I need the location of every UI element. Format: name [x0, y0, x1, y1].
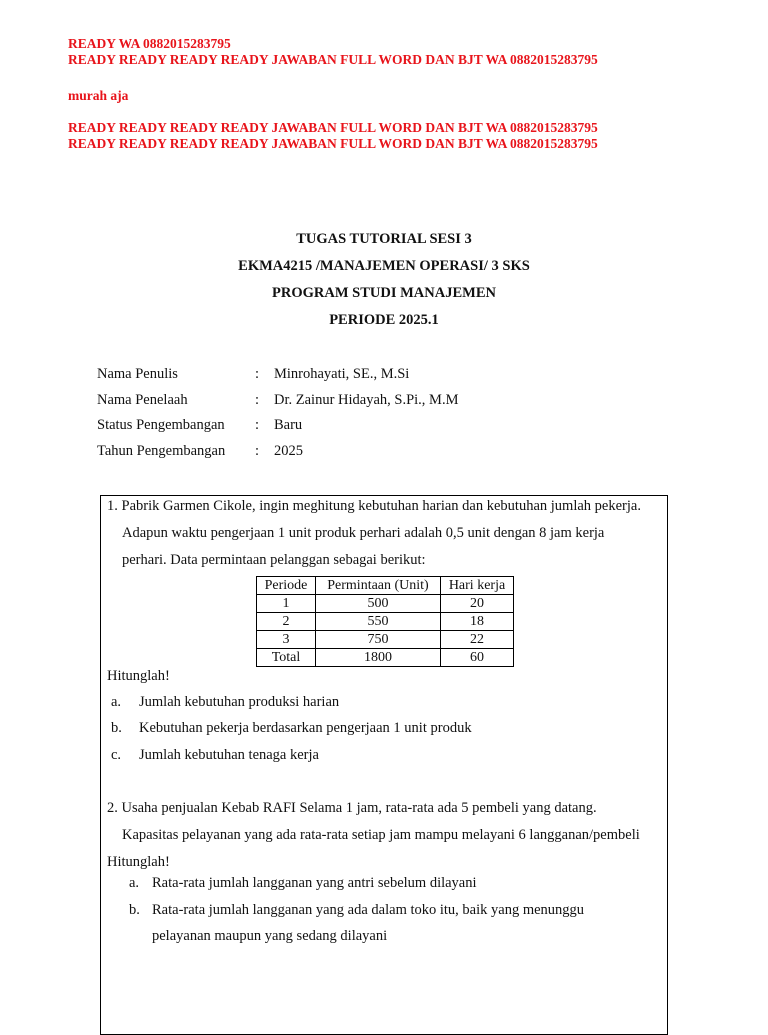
list-item-label: b. [111, 720, 122, 736]
table-header-cell: Periode [257, 577, 316, 595]
promo-line: READY READY READY READY JAWABAN FULL WORD DAN BJT WA 0882015283795 [68, 136, 598, 151]
list-item-text: Jumlah kebutuhan tenaga kerja [139, 747, 319, 763]
list-item-label: a. [111, 694, 122, 710]
question-box [100, 495, 668, 1035]
list-item-continuation: pelayanan maupun yang sedang dilayani [152, 928, 388, 944]
list-item-label: b. [129, 902, 140, 918]
table-cell: 3 [257, 631, 316, 649]
table-row [257, 595, 514, 613]
promo-text-block [68, 36, 598, 152]
metadata-row [97, 443, 458, 469]
table-row [257, 631, 514, 649]
promo-line: murah aja [68, 88, 129, 103]
list-item [129, 902, 584, 919]
list-item-label: a. [129, 875, 140, 891]
metadata-separator: : [255, 391, 260, 408]
metadata-value: 2025 [274, 442, 303, 459]
table-cell: 2 [257, 613, 316, 631]
table-cell: 550 [316, 613, 441, 631]
table-header-cell: Permintaan (Unit) [316, 577, 441, 595]
list-item-text: Rata-rata jumlah langganan yang ada dalam toko itu, baik yang menunggu [152, 902, 585, 918]
table-cell: 22 [441, 631, 514, 649]
question-2-line: 2. Usaha penjualan Kebab RAFI Selama 1 jam, rata-rata ada 5 pembeli yang datang. [107, 800, 597, 816]
question-1-line: Adapun waktu pengerjaan 1 unit produk perhari adalah 0,5 unit dengan 8 jam kerja [122, 525, 605, 541]
table-cell: 750 [316, 631, 441, 649]
metadata-row [97, 392, 458, 418]
table-cell: 18 [441, 613, 514, 631]
list-item [129, 875, 477, 892]
promo-line: READY READY READY READY JAWABAN FULL WORD DAN BJT WA 0882015283795 [68, 120, 598, 135]
period-title: PERIODE 2025.1 [329, 312, 439, 328]
metadata-row [97, 417, 458, 443]
table-cell: 1800 [316, 649, 441, 667]
metadata-separator: : [255, 442, 260, 459]
table-cell: Total [257, 649, 316, 667]
table-row [257, 613, 514, 631]
metadata-value: Baru [274, 417, 303, 433]
metadata-key: Nama Penulis [97, 366, 178, 382]
question-1-line: perhari. Data permintaan pelanggan sebagai berikut: [122, 552, 426, 568]
list-item [111, 747, 319, 764]
table-total-row [257, 649, 514, 667]
table-cell: 20 [441, 595, 514, 613]
question-1-line: 1. Pabrik Garmen Cikole, ingin meghitung kebutuhan harian dan kebutuhan jumlah pekerja. [107, 498, 641, 514]
promo-line: READY WA 0882015283795 [68, 36, 231, 51]
table-header-row [257, 577, 514, 595]
metadata-key: Nama Penelaah [97, 391, 188, 408]
table-cell: 500 [316, 595, 441, 613]
table-cell: 1 [257, 595, 316, 613]
question-2-prompt: Hitunglah! [107, 854, 170, 870]
metadata-value: Minrohayati, SE., M.Si [274, 366, 410, 382]
demand-table [256, 576, 514, 667]
table-cell: 60 [441, 649, 514, 667]
metadata-row [97, 366, 458, 392]
list-item [111, 720, 472, 737]
metadata-key: Tahun Pengembangan [97, 442, 226, 459]
list-item-text: Rata-rata jumlah langganan yang antri sebelum dilayani [152, 875, 477, 891]
list-item-text: Kebutuhan pekerja berdasarkan pengerjaan 1 unit produk [139, 720, 472, 736]
list-item-label: c. [111, 747, 122, 763]
program-title: PROGRAM STUDI MANAJEMEN [272, 285, 496, 301]
course-title: EKMA4215 /MANAJEMEN OPERASI/ 3 SKS [238, 258, 530, 274]
question-1-prompt: Hitunglah! [107, 668, 170, 684]
promo-line: READY READY READY READY JAWABAN FULL WORD DAN BJT WA 0882015283795 [68, 52, 598, 67]
metadata-separator: : [255, 417, 260, 433]
table-header-cell: Hari kerja [441, 577, 514, 595]
list-item [111, 694, 339, 711]
document-metadata [97, 366, 458, 468]
list-item-text: Jumlah kebutuhan produksi harian [139, 694, 340, 710]
metadata-value: Dr. Zainur Hidayah, S.Pi., M.M [274, 391, 459, 408]
metadata-separator: : [255, 366, 260, 382]
document-title: TUGAS TUTORIAL SESI 3 [296, 231, 472, 247]
metadata-key: Status Pengembangan [97, 417, 225, 433]
question-2-line: Kapasitas pelayanan yang ada rata-rata setiap jam mampu melayani 6 langganan/pembeli [122, 827, 640, 843]
